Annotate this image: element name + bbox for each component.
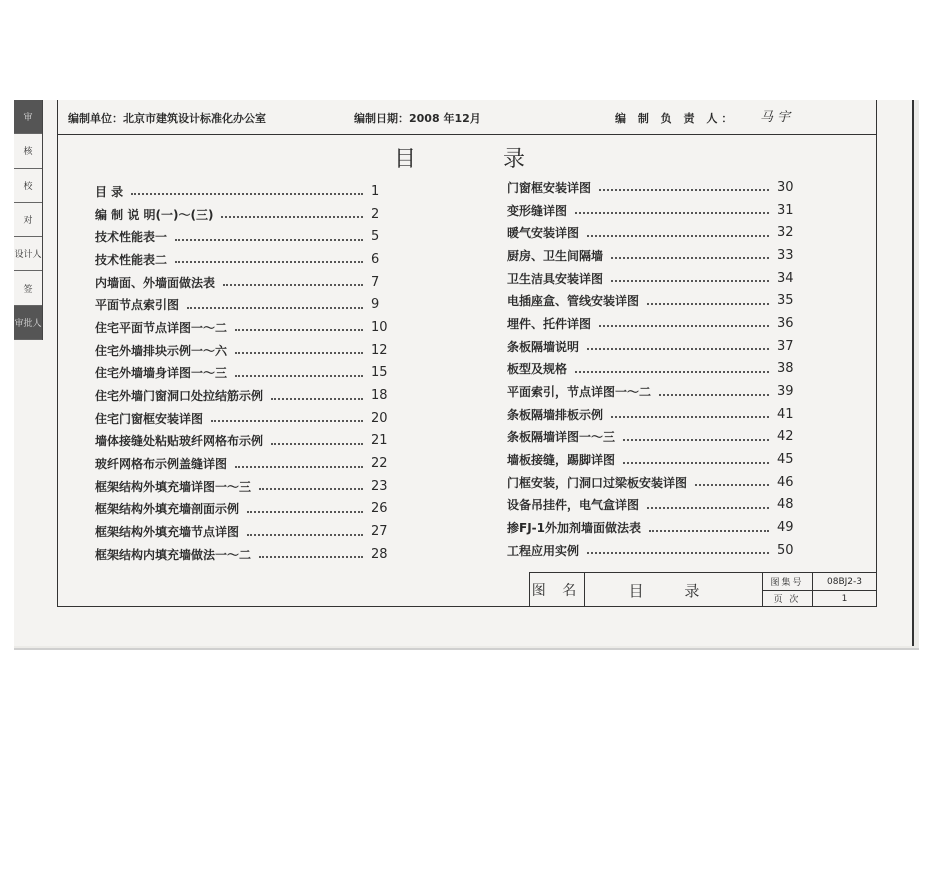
- toc-entry-page: 36: [777, 315, 794, 331]
- toc-entry-page: 2: [371, 206, 380, 222]
- toc-entry[interactable]: [507, 335, 797, 358]
- toc-entry[interactable]: [507, 426, 797, 449]
- toc-entry-title: 框架结构内填充墙做法一～二: [95, 547, 252, 562]
- approval-cell: 校: [14, 169, 42, 203]
- toc-entry[interactable]: [507, 494, 797, 517]
- page-number-value: 1: [841, 593, 848, 604]
- toc-entry-page: 5: [371, 229, 380, 245]
- toc-entry-title: 框架结构外填充墙节点详图: [95, 525, 240, 540]
- toc-entry[interactable]: [95, 180, 395, 203]
- responsible-person-label: 编 制 负 责 人：: [615, 112, 737, 125]
- toc-entry-title: 技术性能表二: [95, 252, 168, 267]
- drawing-name-value: 目 录: [584, 573, 763, 607]
- toc-entry-page: 41: [777, 406, 794, 422]
- dot-leader: [175, 239, 363, 241]
- toc-entry-title: 条板隔墙说明: [507, 339, 580, 354]
- toc-entry[interactable]: [95, 475, 395, 498]
- page-title: 目 录: [394, 147, 565, 172]
- toc-entry-title: 框架结构外填充墙剖面示例: [95, 502, 240, 517]
- toc-entry[interactable]: [95, 430, 395, 453]
- dot-leader: [259, 556, 363, 558]
- dot-leader: [647, 303, 769, 305]
- title-block: [529, 572, 876, 607]
- toc-entry[interactable]: [95, 316, 395, 339]
- dot-leader: [575, 371, 769, 373]
- toc-entry-page: 18: [371, 388, 388, 404]
- toc-left-column: [95, 180, 395, 566]
- dot-leader: [611, 280, 769, 282]
- toc-entry-page: 22: [371, 456, 388, 472]
- toc-entry-title: 掺FJ-1外加剂墙面做法表: [507, 521, 641, 536]
- toc-entry[interactable]: [95, 452, 395, 475]
- toc-entry[interactable]: [507, 358, 797, 381]
- dot-leader: [659, 394, 769, 396]
- toc-entry-page: 32: [777, 225, 794, 241]
- dot-leader: [175, 261, 363, 263]
- toc-entry-title: 住宅平面节点详图一～二: [95, 320, 228, 335]
- toc-entry-page: 23: [371, 478, 388, 494]
- sheet-header: [58, 100, 876, 135]
- toc-entry[interactable]: [507, 244, 797, 267]
- toc-entry-title: 墙板接缝，踢脚详图: [507, 453, 616, 468]
- dot-leader: [611, 416, 769, 418]
- toc-entry-title: 内墙面、外墙面做法表: [95, 275, 216, 290]
- dot-leader: [271, 443, 363, 445]
- dot-leader: [221, 216, 363, 218]
- toc-entry-title: 住宅门窗框安装详图: [95, 411, 204, 426]
- toc-entry-title: 厨房、卫生间隔墙: [507, 248, 604, 263]
- toc-entry-page: 35: [777, 293, 794, 309]
- toc-entry-page: 21: [371, 433, 388, 449]
- approval-cell: 审批人: [14, 306, 42, 340]
- dot-leader: [647, 507, 769, 509]
- compiling-unit: 编制单位：北京市建筑设计标准化办公室: [68, 112, 266, 125]
- toc-entry-title: 板型及规格: [507, 362, 568, 377]
- toc-entry-page: 10: [371, 319, 388, 335]
- toc-entry-page: 42: [777, 429, 794, 445]
- toc-entry-page: 49: [777, 520, 794, 536]
- toc-entry-title: 住宅外墙门窗洞口处拉结筋示例: [95, 389, 264, 404]
- atlas-number-value: 08BJ2-3: [827, 576, 862, 587]
- approval-cell: 签: [14, 271, 42, 305]
- page-number-label: 页 次: [762, 590, 813, 607]
- dot-leader: [623, 462, 769, 464]
- toc-entry[interactable]: [95, 225, 395, 248]
- toc-entry-title: 设备吊挂件，电气盒详图: [507, 498, 640, 513]
- approval-cell: 对: [14, 203, 42, 237]
- dot-leader: [235, 466, 363, 468]
- scanned-page: [14, 100, 919, 650]
- toc-entry[interactable]: [507, 221, 797, 244]
- toc-entry[interactable]: [95, 543, 395, 566]
- toc-entry-page: 38: [777, 361, 794, 377]
- dot-leader: [235, 375, 363, 377]
- toc-entry[interactable]: [507, 267, 797, 290]
- toc-entry[interactable]: [507, 471, 797, 494]
- toc-entry-title: 条板隔墙排板示例: [507, 407, 604, 422]
- toc-entry[interactable]: [507, 380, 797, 403]
- compiling-date: 编制日期：2008 年12月: [354, 112, 481, 125]
- dot-leader: [599, 325, 769, 327]
- toc-entry-title: 门窗框安装详图: [507, 180, 592, 195]
- toc-entry-page: 15: [371, 365, 388, 381]
- toc-entry-title: 玻纤网格布示例盖缝详图: [95, 457, 228, 472]
- toc-entry-page: 39: [777, 384, 794, 400]
- toc-entry-page: 1: [371, 183, 380, 199]
- dot-leader: [247, 511, 363, 513]
- drawing-frame: [57, 100, 877, 607]
- toc-entry[interactable]: [95, 339, 395, 362]
- toc-entry[interactable]: [507, 403, 797, 426]
- toc-entry-title: 编 制 说 明(一)～(三): [95, 207, 214, 222]
- sheet-right-edge: [912, 100, 914, 646]
- toc-entry-page: 9: [371, 297, 380, 313]
- toc-entry-title: 技术性能表一: [95, 230, 168, 245]
- toc-entry[interactable]: [507, 199, 797, 222]
- toc-entry-page: 20: [371, 410, 388, 426]
- atlas-number-label: 图集号: [762, 573, 813, 590]
- dot-leader: [223, 284, 363, 286]
- drawing-sheet: [14, 100, 914, 646]
- toc-entry[interactable]: [95, 203, 395, 226]
- toc-entry-page: 26: [371, 501, 388, 517]
- toc-entry-page: 27: [371, 524, 388, 540]
- toc-entry-page: 50: [777, 542, 794, 558]
- dot-leader: [587, 552, 769, 554]
- dot-leader: [695, 484, 769, 486]
- toc-entry[interactable]: [95, 407, 395, 430]
- dot-leader: [235, 329, 363, 331]
- dot-leader: [211, 420, 363, 422]
- toc-entry-title: 墙体接缝处粘贴玻纤网格布示例: [95, 434, 264, 449]
- toc-entry[interactable]: [95, 384, 395, 407]
- toc-entry-page: 45: [777, 452, 794, 468]
- toc-right-column: [507, 176, 797, 562]
- approval-sidebar: [14, 100, 43, 340]
- toc-entry-title: 住宅外墙墙身详图一～三: [95, 366, 228, 381]
- toc-entry-title: 平面索引，节点详图一～二: [507, 385, 652, 400]
- toc-entry[interactable]: [507, 176, 797, 199]
- toc-entry-page: 31: [777, 202, 794, 218]
- toc-entry[interactable]: [507, 312, 797, 335]
- toc-entry-page: 48: [777, 497, 794, 513]
- toc-entry[interactable]: [507, 516, 797, 539]
- toc-entry-title: 条板隔墙详图一～三: [507, 430, 616, 445]
- toc-entry-title: 变形缝详图: [507, 203, 568, 218]
- toc-entry-page: 6: [371, 251, 380, 267]
- toc-entry-title: 暖气安装详图: [507, 226, 580, 241]
- approval-cell: 审: [14, 100, 42, 134]
- dot-leader: [575, 212, 769, 214]
- dot-leader: [259, 488, 363, 490]
- toc-entry[interactable]: [95, 248, 395, 271]
- toc-entry[interactable]: [507, 448, 797, 471]
- toc-entry-page: 30: [777, 179, 794, 195]
- approval-cell: 设计人: [14, 237, 42, 271]
- dot-leader: [131, 193, 363, 195]
- dot-leader: [587, 348, 769, 350]
- approval-cell: 核: [14, 134, 42, 168]
- toc-entry-page: 12: [371, 342, 388, 358]
- toc-entry-title: 门框安装，门洞口过梁板安装详图: [507, 475, 688, 490]
- toc-entry[interactable]: [95, 520, 395, 543]
- dot-leader: [235, 352, 363, 354]
- toc-entry-title: 平面节点索引图: [95, 298, 180, 313]
- toc-entry-title: 框架结构外填充墙详图一～三: [95, 479, 252, 494]
- responsible-signature: 马 宇: [760, 110, 791, 125]
- toc-entry-title: 埋件、托件详图: [507, 316, 592, 331]
- toc-entry[interactable]: [95, 362, 395, 385]
- toc-entry-title: 目 录: [95, 184, 124, 199]
- toc-entry-title: 工程应用实例: [507, 543, 580, 558]
- toc-entry-page: 37: [777, 338, 794, 354]
- dot-leader: [611, 257, 769, 259]
- toc-entry-title: 电插座盒、管线安装详图: [507, 294, 640, 309]
- toc-entry[interactable]: [95, 293, 395, 316]
- toc-entry[interactable]: [507, 289, 797, 312]
- drawing-name-label: 图 名: [530, 573, 585, 607]
- toc-entry[interactable]: [95, 498, 395, 521]
- toc-entry[interactable]: [95, 271, 395, 294]
- toc-entry-title: 卫生洁具安装详图: [507, 271, 604, 286]
- dot-leader: [187, 307, 363, 309]
- toc-entry-page: 28: [371, 546, 388, 562]
- toc-entry-page: 46: [777, 474, 794, 490]
- dot-leader: [599, 189, 769, 191]
- dot-leader: [247, 534, 363, 536]
- dot-leader: [271, 398, 363, 400]
- toc-entry-page: 33: [777, 247, 794, 263]
- toc-entry-page: 7: [371, 274, 380, 290]
- toc-entry-page: 34: [777, 270, 794, 286]
- dot-leader: [649, 530, 769, 532]
- dot-leader: [623, 439, 769, 441]
- dot-leader: [587, 235, 769, 237]
- toc-entry[interactable]: [507, 539, 797, 562]
- toc-entry-title: 住宅外墙排块示例一～六: [95, 343, 228, 358]
